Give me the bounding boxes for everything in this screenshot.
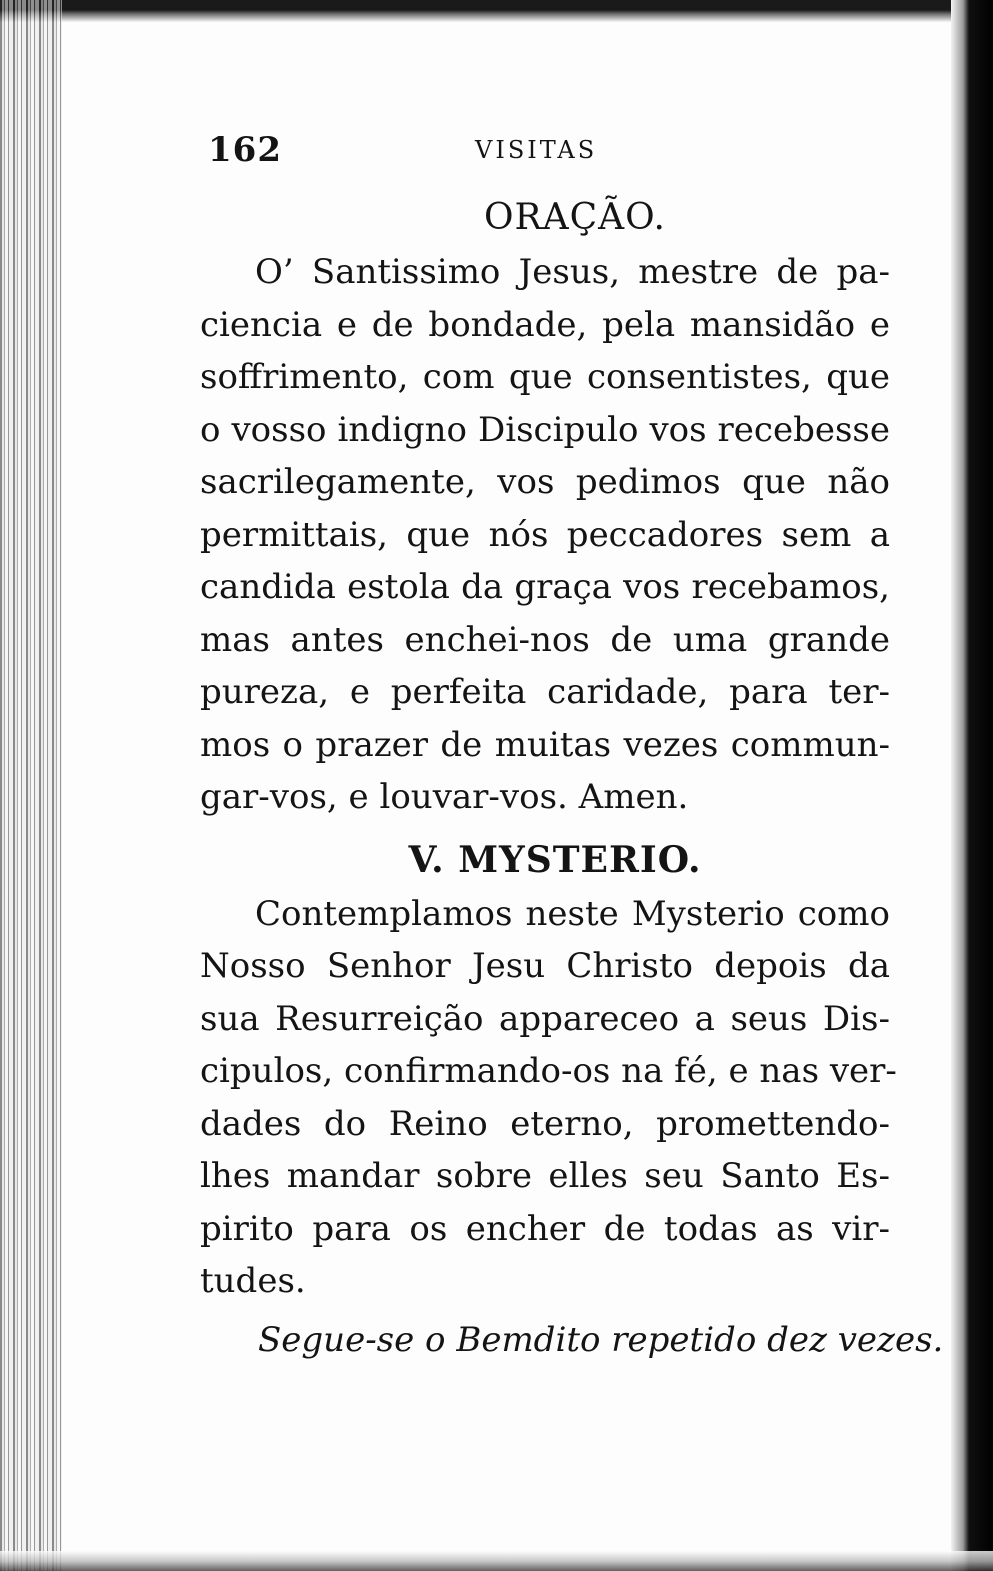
text-block [200,120,944,1366]
page-number: 162 [208,130,282,170]
text-line: mas antes enchei-nos de uma grande [200,619,890,660]
text-line: soffrimento, com que consentistes, que [200,357,890,397]
text-line: mos o prazer de muitas vezes commun- [200,724,890,765]
text-line: o vosso indigno Discipulo vos recebesse [200,409,890,450]
scan-edge-bottom [0,1551,993,1571]
running-head [200,120,890,170]
text-line: permittais, que nós peccadores sem a [200,514,890,555]
scan-edge-left [0,0,62,1571]
section-heading-mysterio: V. MYSTERIO. [408,838,702,881]
section-heading-oracao: ORAÇÃO. [483,197,666,238]
text-line: candida estola da graça vos recebamos, [200,567,890,607]
text-line: tudes. [200,1261,306,1301]
mystery-paragraph [200,888,897,1308]
text-line: cipulos, confirmando-os na fé, e nas ver- [200,1051,897,1091]
running-title: VISITAS [475,136,598,164]
text-line: sacrilegamente, vos pedimos que não [200,462,890,502]
text-line: Nosso Senhor Jesu Christo depois da [200,946,890,986]
text-line: lhes mandar sobre elles seu Santo Es- [200,1156,890,1196]
text-line: Contemplamos neste Mysterio como [255,893,890,934]
text-line: pureza, e perfeita caridade, para ter- [200,672,890,712]
text-line: O’ Santissimo Jesus, mestre de pa- [255,252,890,292]
prayer-paragraph [200,246,890,824]
text-line: ciencia e de bondade, pela mansidão e [200,304,890,345]
text-line: pirito para os encher de todas as vir- [200,1208,890,1249]
scan-edge-top [0,0,993,22]
scan-edge-right [951,0,993,1571]
closing-rubric: Segue-se o Bemdito repetido dez vezes. [258,1319,944,1360]
text-line: dades do Reino eterno, promettendo- [200,1103,890,1144]
text-line: gar-vos, e louvar-vos. Amen. [200,777,689,817]
text-line: sua Resurreição appareceo a seus Dis- [200,998,890,1039]
